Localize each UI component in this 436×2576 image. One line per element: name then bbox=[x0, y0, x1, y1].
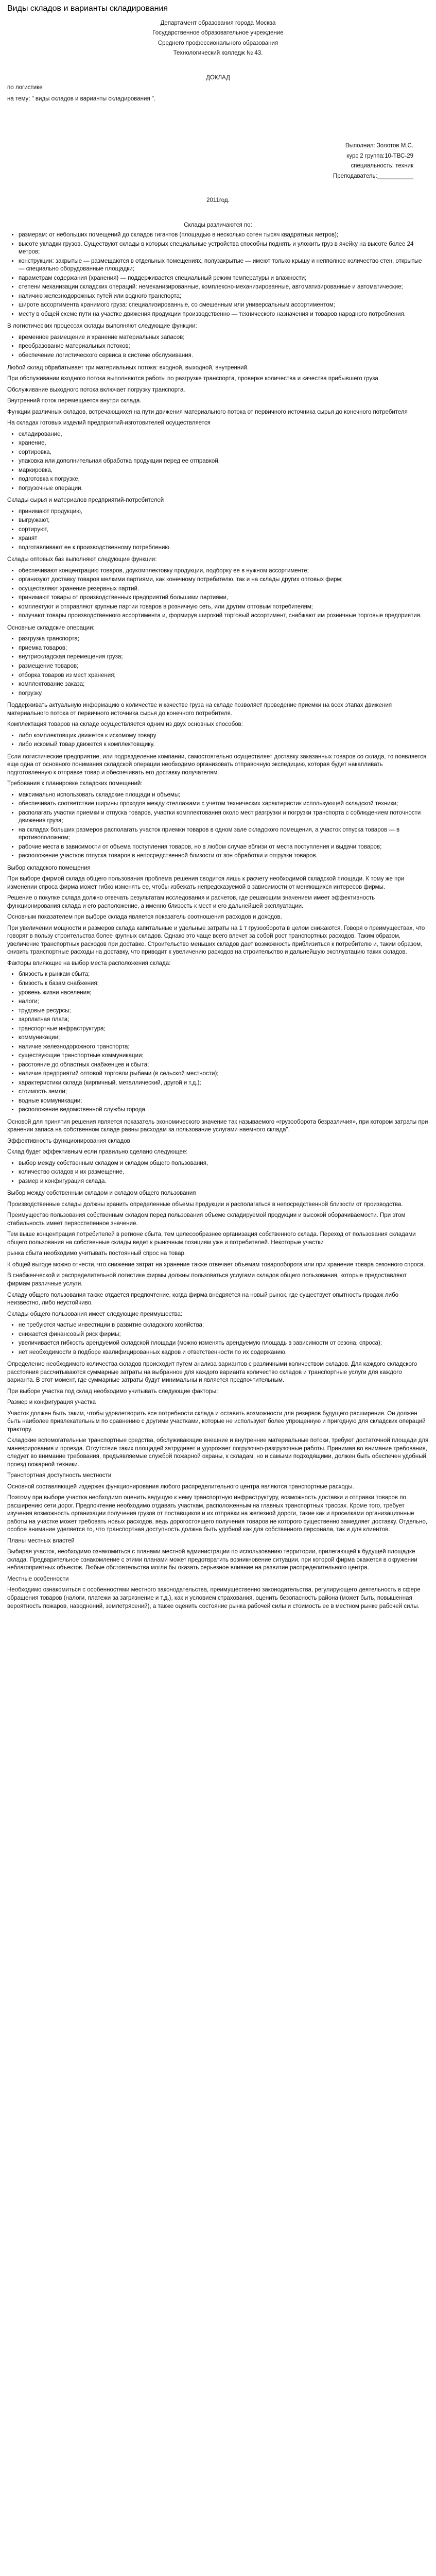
paragraph: В снабженческой и распределительной логистике фирмы должны пользоваться услугами складов общего пользования, которые предоставляют фирмам различные услуги. bbox=[7, 1273, 407, 1287]
list-item: • хранят bbox=[19, 535, 429, 543]
list-item: • наличие железнодорожного транспорта; bbox=[19, 1043, 429, 1052]
list-item: • рабочие места в зависимости от объема поступления товаров, но в любом случае вблизи от места поступления и выдачи товаров; bbox=[19, 843, 429, 852]
finished-goods-list bbox=[7, 431, 429, 493]
list-item: • месту в общей схеме пути на участке движения продукции производственно — технического назначения и товаров народного потребления. bbox=[19, 311, 429, 319]
list-item: • комплектование заказа; bbox=[19, 681, 429, 689]
list-item: • комплектуют и отправляют крупные партии товаров в розничную сеть, или другим оптовым потребителям; bbox=[19, 603, 429, 612]
list-item: • подготавливают ее к производственному потреблению. bbox=[19, 544, 429, 552]
list-item: • либо комплектовщик движется к искомому товару bbox=[19, 732, 429, 740]
paragraph: В логистических процессах склады выполняют следующие функции: bbox=[7, 323, 197, 330]
list-item: • не требуются частые инвестиции в развитие складского хозяйства; bbox=[19, 1321, 429, 1330]
paragraph: Выбор между собственным складом и складом общего пользования bbox=[7, 1190, 196, 1197]
paragraph: Определение необходимого количества складов происходит путем анализа вариантов с различными количеством складов. Для каждого складского расстояния рассчитываются суммарные затраты на выбранное для каждого варианта количество складов и транспортные услуги для каждого варианта. В этот момент, где суммарные затраты будут минимальны и является предпочтительным. bbox=[7, 1361, 417, 1384]
paragraph: Выбирая участок, необходимо ознакомиться с планами местной администрации по использованию территории, прилегающей к будущей площадке склада. Предварительное ознакомление с этими планами может предотвратить возникновение ситуации, при которой фирма окажется в окружении неблагоприятных объектов. Любые обстоятельства могли бы оказать серьезное влияние на развитие распределительного центра. bbox=[7, 1549, 417, 1571]
paragraph: Основным показателем при выборе склада является показатель соотношения расходов и доходов. bbox=[7, 914, 282, 921]
paragraph: Основные складские операции: bbox=[7, 624, 95, 631]
paragraph: На складах готовых изделий предприятий-изготовителей осуществляется bbox=[7, 420, 211, 427]
paragraph: При выборе участка под склад необходимо учитывать следующие факторы: bbox=[7, 1388, 218, 1395]
list-item: • осуществляют хранение резервных партий. bbox=[19, 585, 429, 594]
year-line: 2011год. bbox=[206, 197, 230, 204]
logistics-functions-list bbox=[7, 334, 429, 360]
paragraph: Функции различных складов, встречающихся на пути движения материального потока от первичного источника сырья до конечного потребителя bbox=[7, 409, 408, 415]
list-item: • характеристики склада (кирпичный, металлический, другой и т.д.); bbox=[19, 1079, 429, 1088]
list-item: • широте ассортимента хранимого груза: специализированные, со смешенным или универсальным ассортиментом; bbox=[19, 301, 429, 310]
operations-list bbox=[7, 635, 429, 698]
list-item: • получают товары производственного ассортимента и, формируя широкий торговый ассортимент, снабжают им розничные торговые предприятия. bbox=[19, 612, 429, 620]
list-item: • обеспечивать соответствие ширины проходов между стеллажами с учетом технических характеристик использующей складской техники; bbox=[19, 800, 429, 808]
wholesale-list bbox=[7, 567, 429, 620]
list-item: • степени механизации складских операций: немеханизированные, комплексно-механизированные, автоматизированные и автоматические; bbox=[19, 283, 429, 292]
paragraph: Поэтому при выборе участка необходимо оценить ведущую к нему транспортную инфраструктуру, возможность доставки и отправки товаров по расширению сети дорог. Предпочтение необходимо отдавать участкам, расположенным на главных транспортных трассах. Кроме того, требует изучения возможность организации получения грузов от поставщиков и их отправки на железной дороги, такие как и проселками организационные работы на участке может требовать новых расходов, ведь дорогостоящего получения товаров не которого существенно замедляет доставку. Отдельно, особое внимание уделяется то, что транспортная доступность должна быть удобной как для собственного персонала, так и для клиентов. bbox=[7, 1495, 428, 1533]
section-heading: Склады различаются по: bbox=[184, 222, 252, 228]
paragraph: Внутренний поток перемещается внутри склада. bbox=[7, 398, 142, 404]
list-item: • размещение товаров; bbox=[19, 663, 429, 671]
list-item: • временное размещение и хранение материальных запасов; bbox=[19, 334, 429, 342]
header-line: Департамент образования города Москва bbox=[160, 20, 276, 26]
list-item: • приемка товаров; bbox=[19, 645, 429, 653]
paragraph: Комплектация товаров на складе осуществляется одним из двух основных способов: bbox=[7, 721, 243, 728]
list-item: • организуют доставку товаров мелкими партиями, как конечному потребителю, так и на склады других оптовых фирм; bbox=[19, 576, 429, 584]
list-item: • принимают продукцию, bbox=[19, 508, 429, 516]
list-item: • либо искомый товар движется к комплектовщику. bbox=[19, 741, 429, 749]
list-item: • обеспечивают концентрацию товаров, доукомплектовку продукции, подборку ее в нужном ассортименте; bbox=[19, 567, 429, 575]
paragraph: Основной составляющей издержек функционирования любого распределительного центра являются транспортные расходы. bbox=[7, 1483, 354, 1490]
raw-materials-list bbox=[7, 508, 429, 552]
paragraph: При увеличении мощности и размеров склада капитальные и удельные затраты на 1 т грузооборота в целом снижаются. Говоря о преимуществах, что говорят в пользу строительства более крупных складов. Однако это чаще всего влечет за собой рост транспортных расходов. Таким образом, увеличение транспортных расходов при доставке. Строительство меньших складов дает возможность приблизиться к потребителю и, таким образом, снизить транспортные расходы на доставку, что приводит к увеличению расходов на строительство и дальнейшую эксплуатацию таких складов. bbox=[7, 925, 425, 956]
list-item: • на складах больших размеров располагать участок приемки товаров в одном зале складского помещения, а участок отпуска товаров — в противоположном; bbox=[19, 826, 429, 842]
paragraph: Складские вспомогательные транспортные средства, обслуживающие внешние и внутренние материальные потоки, требуют достаточной площади для маневрирования и проезда. Отсутствие таких площадей затрудняет и удорожает погрузочно-разгрузочные работы. Принимая во внимание требования, следует во внимание требования, предъявляемые службой пожарной охраны, к складам, но и самыми подходящими, должен быть обеспечен удобный проезд пожарной техники. bbox=[7, 1437, 429, 1468]
header-line: Технологический колледж № 43. bbox=[173, 50, 263, 57]
page-title: Виды складов и варианты складирования bbox=[7, 4, 168, 13]
paragraph: При выборе фирмой склада общего пользования проблема решения сводится лишь к расчету необходимой складской площади. К тому же при изменении спроса фирма может гибко изменять ее, чтобы избежать непредсказуемой в зависимости от меняющихся интересов фирмы. bbox=[7, 876, 405, 890]
list-item: • существующие транспортные коммуникации; bbox=[19, 1052, 429, 1060]
list-item: • складирование, bbox=[19, 431, 429, 439]
efficiency-list bbox=[7, 1160, 429, 1186]
list-item: • расположение участков отпуска товаров в непосредственной близости от зон обработки и отгрузки товаров. bbox=[19, 852, 429, 860]
list-item: • наличию железнодорожных путей или водного транспорта; bbox=[19, 293, 429, 301]
signature-line: Выполнил: Золотов М.С. bbox=[345, 143, 413, 149]
paragraph: Склады оптовых баз выполняют следующие функции: bbox=[7, 556, 157, 563]
list-item: • маркировка, bbox=[19, 467, 429, 475]
list-item: • близость к базам снабжения; bbox=[19, 980, 429, 988]
list-item: • высоте укладки грузов. Существуют склады в которых специальные устройства способны поднять и уложить груз в ячейку на высоте более 24 метров; bbox=[19, 241, 429, 257]
topic-line: на тему: " виды складов и варианты складирования ". bbox=[7, 95, 156, 102]
paragraph: Планы местных властей bbox=[7, 1537, 75, 1544]
list-item: • налоги; bbox=[19, 998, 429, 1006]
paragraph: Поддерживать актуальную информацию о количестве и качестве груза на складе позволяет проведение приемки на всех этапах движения материального потока от первичного источника сырья до конечного потребителя. bbox=[7, 702, 392, 717]
paragraph: Производственные склады должны хранить определенные объемы продукции и располагаться в непосредственной близости от производства. bbox=[7, 1201, 403, 1208]
paragraph: Эффективность функционирования складов bbox=[7, 1138, 130, 1144]
list-item: • максимально использовать складские площади и объемы; bbox=[19, 791, 429, 800]
list-item: • хранение, bbox=[19, 439, 429, 448]
planning-requirements-list bbox=[7, 791, 429, 860]
header-line: Среднего профессионального образования bbox=[158, 40, 278, 46]
list-item: • снижается финансовый риск фирмы; bbox=[19, 1331, 429, 1339]
list-item: • обеспечение логистического сервиса в системе обслуживания. bbox=[19, 352, 429, 360]
list-item: • коммуникации; bbox=[19, 1034, 429, 1042]
list-item: • отборка товаров из мест хранения; bbox=[19, 672, 429, 680]
paragraph: Участок должен быть таким, чтобы удовлетворить все потребности склада и оставить возможности для резервов будущего расширения. Он должен быть наиболее привлекательным по сравнению с другими участками, которые не используют более упрощенную и пригодную для складских операций трактору. bbox=[7, 1410, 426, 1433]
list-item: • расположение ведомственной службы города. bbox=[19, 1106, 429, 1114]
factors-list bbox=[7, 971, 429, 1114]
paragraph: рынка сбыта необходимо учитывать постоянный спрос на товар. bbox=[7, 1250, 186, 1257]
list-item: • разгрузка транспорта; bbox=[19, 635, 429, 643]
signature-line: специальность: техник bbox=[351, 163, 413, 170]
paragraph: Склады сырья и материалов предприятий-потребителей bbox=[7, 497, 164, 504]
list-item: • выбор между собственным складом и складом общего пользования, bbox=[19, 1160, 429, 1168]
list-item: • расстояние до областных снабженцев и сбыта; bbox=[19, 1061, 429, 1070]
list-item: • водные коммуникации; bbox=[19, 1097, 429, 1106]
list-item: • принимают товары от производственных предприятий большими партиями, bbox=[19, 594, 429, 602]
title-page-header bbox=[7, 20, 429, 58]
paragraph: Тем выше концентрация потребителей в регионе сбыта, тем целесообразнее организация собственного склада. Переход от пользования складами общего пользования на собственные склады ведет к рыночным позициям уже и потребителей. Некоторые участки bbox=[7, 1231, 416, 1246]
signature-block bbox=[7, 142, 429, 180]
list-item: • близость к рынкам сбыта; bbox=[19, 971, 429, 979]
paragraph: Размер и конфигурация участка bbox=[7, 1399, 96, 1406]
paragraph: Местные особенности bbox=[7, 1575, 69, 1582]
paragraph: Любой склад обрабатывает три материальных потока: входной, выходной, внутренний. bbox=[7, 364, 249, 371]
signature-line: Преподаватель:___________ bbox=[333, 173, 413, 179]
paragraph: Выбор складского помещения bbox=[7, 865, 91, 871]
signature-line: курс 2 группа:10-ТВС-29 bbox=[346, 152, 413, 159]
picking-list bbox=[7, 732, 429, 749]
list-item: • увеличивается гибкость арендуемой складской площади (можно изменять арендуемую площадь в зависимости от сезона, спроса); bbox=[19, 1340, 429, 1348]
paragraph: Требования к планировке складских помещений: bbox=[7, 781, 143, 787]
list-item: • внутрискладская перемещения груза; bbox=[19, 653, 429, 662]
list-item: • трудовые ресурсы; bbox=[19, 1007, 429, 1015]
list-item: • нет необходимости в подборе квалифицированных кадров и ответственности по их содержанию. bbox=[19, 1349, 429, 1357]
paragraph: Если логистические предприятие, или подразделение компании, самостоятельно осуществляет доставку заказанных товаров со склада, то появляется еще одна от основного понимания складской операции необходимо организовать отправочную экспедицию, которая будет накапливать подготовленную к отправке товар и обеспечивать его доставку получателям. bbox=[7, 753, 427, 776]
paragraph: При обслуживании входного потока выполняются работы по разгрузке транспорта, проверке количества и качества прибывшего груза. bbox=[7, 376, 380, 382]
paragraph: Необходимо ознакомиться с особенностями местного законодательства, преимущественно законодательства, регулирующего деятельность в сфере обращения товаров (налоги, платежи за загрязнение и т.д.), как и условием страхования, оценить безопасность района (может быть, повышенная вероятность пожаров, наводнений, землетрясений), а также оценить состояние рынка рабочей силы и стоимость ее в местном рынке рабочей силы. bbox=[7, 1587, 421, 1609]
list-item: • упаковка или дополнительная обработка продукции перед ее отправкой, bbox=[19, 457, 429, 466]
paragraph: Факторы влияющие на выбор места расположения склада: bbox=[7, 960, 171, 967]
list-item: • транспортные инфраструктура; bbox=[19, 1025, 429, 1033]
list-item: • выгружают, bbox=[19, 517, 429, 525]
list-item: • параметрам содержания (хранения) — поддерживается специальный режим температуры и влажности; bbox=[19, 275, 429, 283]
list-item: • преобразование материальных потоков; bbox=[19, 343, 429, 351]
paragraph: Склад будет эффективным если правильно сделано следующее: bbox=[7, 1149, 188, 1156]
paragraph: Решение о покупке склада должно отвечать результатам исследования и расчетов, где решающим значением имеет эффективность функционирования склада и его расположение, а именно близость к мест и его дальнейшей эксплуатации. bbox=[7, 895, 375, 909]
list-item: • располагать участки приемки и отпуска товаров, участки комплектования около мест разгрузки и погрузки транспорта с соблюдением поточности движения груза; bbox=[19, 809, 429, 825]
paragraph: Склады общего пользования имеет следующие преимущества: bbox=[7, 1311, 183, 1317]
list-item: • сортируют, bbox=[19, 526, 429, 534]
paragraph: Транспортная доступность местности bbox=[7, 1472, 112, 1479]
list-item: • уровень жизни населения; bbox=[19, 989, 429, 997]
list-item: • погрузочные операции. bbox=[19, 485, 429, 493]
paragraph: Складу общего пользования также отдается предпочтение, когда фирма внедряется на новый рынок, где существует опытность продаж либо неизвестно, либо неустойчиво. bbox=[7, 1292, 399, 1307]
paragraph: Преимущество пользования собственным складом перед пользования объеме складируемой продукции и высокой оборачиваемости. При этом стабильность имеет первостепенное значение. bbox=[7, 1212, 406, 1227]
public-advantages-list bbox=[7, 1321, 429, 1357]
header-line: Государственное образовательное учреждение bbox=[152, 30, 284, 37]
list-item: • размер и конфигурация склада. bbox=[19, 1178, 429, 1186]
doc-type: ДОКЛАД bbox=[206, 74, 230, 81]
paragraph: К общей выгоде можно отнести, что снижение затрат на хранение также отвечает объемам товарооборота или при хранение товара сезонного спроса. bbox=[7, 1261, 425, 1268]
list-item: • размерам: от небольших помещений до складов гигантов (площадью в несколько сотен тысяч квадратных метров); bbox=[19, 231, 429, 240]
subject-line: по логистике bbox=[7, 84, 43, 91]
paragraph: Обслуживание выходного потока включает погрузку транспорта. bbox=[7, 386, 185, 393]
paragraph: Основой для принятия решения является показатель экономического значение так называемого «грузооборота безразличия», при котором затраты при хранении запаса на собственном складе равны расходам за пользование услугами наемного склада". bbox=[7, 1118, 428, 1133]
warehouse-types-list bbox=[7, 231, 429, 318]
list-item: • погрузку. bbox=[19, 690, 429, 698]
list-item: • количество складов и их размещение, bbox=[19, 1168, 429, 1177]
list-item: • наличие предприятий оптовой торговли рыбами (в сельской местности); bbox=[19, 1070, 429, 1078]
list-item: • сортировка, bbox=[19, 449, 429, 457]
list-item: • зарплатная плата; bbox=[19, 1016, 429, 1024]
list-item: • конструкции: закрытые — размещаются в отдельных помещениях, полузакрытые — имеют только крышу и непполное количество стен, открытые — специально оборудованные площадки; bbox=[19, 258, 429, 274]
list-item: • стоимость земли; bbox=[19, 1088, 429, 1096]
document-page bbox=[0, 3, 436, 1634]
list-item: • подготовка к погрузке, bbox=[19, 476, 429, 484]
